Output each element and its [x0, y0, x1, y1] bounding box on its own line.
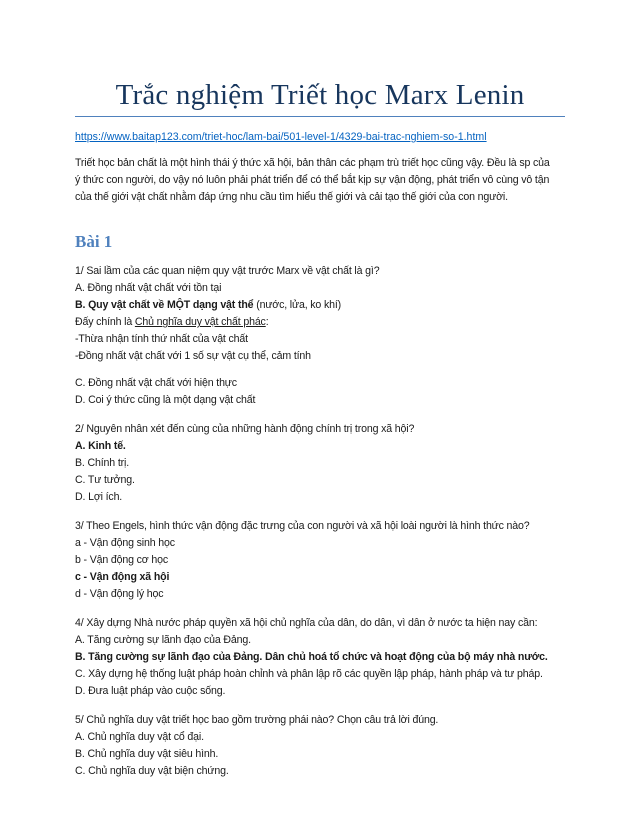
source-link[interactable]: https://www.baitap123.com/triet-hoc/lam-bai/501-level-1/4329-bai-trac-nghiem-so-1.html [75, 131, 487, 143]
answer-option-b: b - Vận động cơ học [75, 554, 169, 566]
question-2 [75, 421, 565, 506]
answer-option-d: d - Vận động lý học [75, 588, 164, 600]
question-3 [75, 518, 565, 603]
explanation-line [75, 314, 565, 331]
intro-line: của thế giới vật chất nhằm đáp ứng nhu cầu tìm hiểu thế giới và cải tạo thế giới của con người. [75, 191, 508, 203]
section-heading: Bài 1 [75, 232, 113, 251]
answer-option-c: C. Chủ nghĩa duy vật biện chứng. [75, 765, 229, 777]
question-text: 3/ Theo Engels, hình thức vận động đặc trưng của con người và xã hội loài người là hình thức nào? [75, 520, 530, 532]
answer-option-a: a - Vận động sinh học [75, 537, 175, 549]
intro-line: Triết học bản chất là một hình thái ý thức xã hội, bản thân các phạm trù triết học cũng vậy. Đều là sp của [75, 157, 550, 169]
title-divider [75, 116, 565, 117]
answer-option-c: c - Vận động xã hội [75, 571, 170, 583]
question-text: 5/ Chủ nghĩa duy vật triết học bao gồm trường phái nào? Chọn câu trả lời đúng. [75, 714, 439, 726]
spacer [75, 365, 565, 375]
question-text: 1/ Sai lầm của các quan niệm quy vật trước Marx về vật chất là gì? [75, 265, 380, 277]
answer-option-c: C. Tư tưởng. [75, 474, 135, 486]
answer-option-b: B. Tăng cường sự lãnh đạo của Đảng. Dân chủ hoá tổ chức và hoạt động của bộ máy nhà nước. [75, 651, 548, 663]
answer-option-d: D. Coi ý thức cũng là một dạng vật chất [75, 394, 256, 406]
answer-option-b: B. Chính trị. [75, 457, 129, 469]
answer-option-a: A. Tăng cường sự lãnh đạo của Đảng. [75, 634, 251, 646]
question-text: 4/ Xây dựng Nhà nước pháp quyền xã hội chủ nghĩa của dân, do dân, vì dân ở nước ta hiện nay cần: [75, 617, 538, 629]
explanation-suffix: : [265, 316, 269, 328]
answer-option-c: C. Xây dựng hệ thống luật pháp hoàn chỉnh và phân lập rõ các quyền lập pháp, hành pháp và tư pháp. [75, 668, 543, 680]
explanation-point: -Thừa nhận tính thứ nhất của vật chất [75, 333, 248, 345]
answer-option-c: C. Đồng nhất vật chất với hiện thực [75, 377, 237, 389]
question-text: 2/ Nguyên nhân xét đến cùng của những hành động chính trị trong xã hội? [75, 423, 415, 435]
document-page [75, 0, 565, 780]
explanation-point: -Đồng nhất vật chất với 1 số sự vật cụ thể, cảm tính [75, 350, 311, 362]
question-5 [75, 712, 565, 780]
answer-note: (nước, lửa, ko khí) [253, 299, 342, 311]
intro-paragraph [75, 155, 565, 206]
answer-option-a: A. Kinh tế. [75, 440, 126, 452]
answer-option-b [75, 297, 565, 314]
explanation-prefix: Đấy chính là [75, 316, 135, 328]
answer-option-a: A. Chủ nghĩa duy vật cổ đại. [75, 731, 204, 743]
answer-option-d: D. Đưa luật pháp vào cuộc sống. [75, 685, 226, 697]
answer-option-b: B. Chủ nghĩa duy vật siêu hình. [75, 748, 219, 760]
question-1 [75, 263, 565, 409]
correct-answer-text: B. Quy vật chất về MỘT dạng vật thể [75, 299, 254, 311]
explanation-term: Chủ nghĩa duy vật chất phác [134, 316, 266, 328]
answer-option-d: D. Lợi ích. [75, 491, 123, 503]
question-4 [75, 615, 565, 700]
intro-line: ý thức con người, do vậy nó luôn phải phát triển để có thể bắt kịp sự vận động, phát triển vô cùng vô tận [75, 174, 550, 186]
document-title: Trắc nghiệm Triết học Marx Lenin [115, 79, 525, 111]
answer-option-a: A. Đồng nhất vật chất với tồn tại [75, 282, 222, 294]
